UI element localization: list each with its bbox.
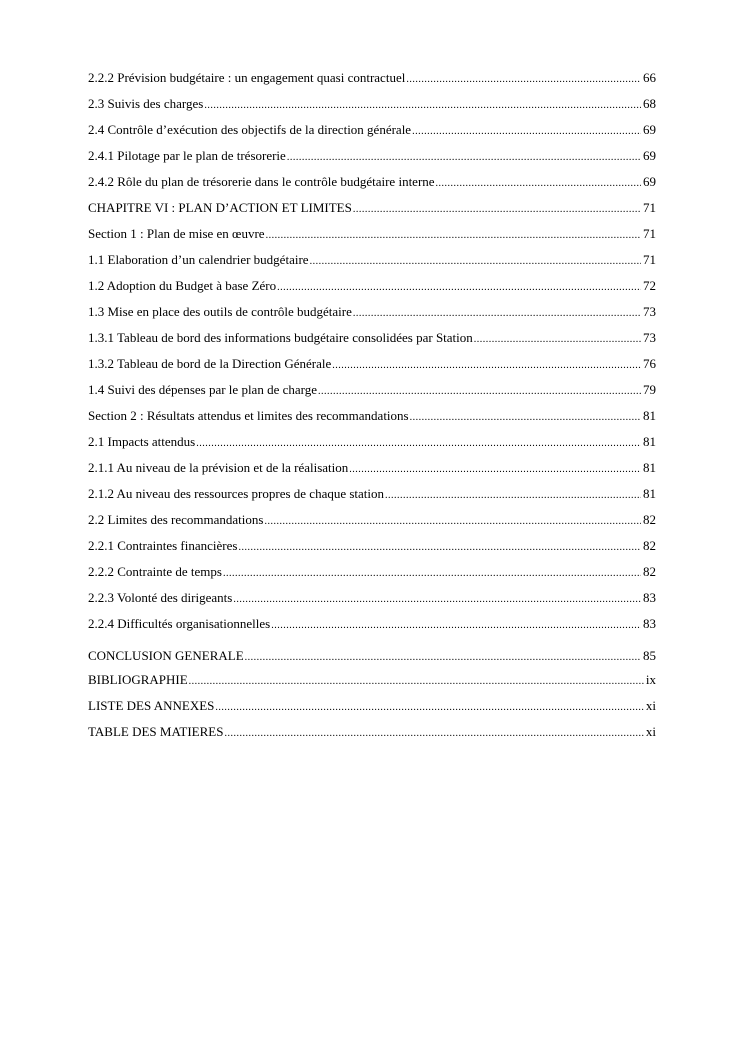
dot-leader	[406, 70, 641, 90]
toc-entry-page: 79	[643, 382, 656, 397]
toc-entry[interactable]	[88, 696, 656, 722]
toc-entry[interactable]	[88, 380, 656, 406]
toc-entry-title: LISTE DES ANNEXES	[88, 698, 215, 713]
toc-entry[interactable]	[88, 302, 656, 328]
toc-entry-page: 81	[643, 434, 656, 449]
dot-leader	[412, 122, 641, 142]
toc-entry-title: 1.3.2 Tableau de bord de la Direction Générale	[88, 356, 332, 371]
toc-entry[interactable]	[88, 510, 656, 536]
dot-leader	[385, 486, 641, 506]
dot-leader	[196, 434, 641, 454]
toc-entry-page: 72	[643, 278, 656, 293]
toc-entry[interactable]	[88, 614, 656, 640]
toc-entry[interactable]	[88, 432, 656, 458]
dot-leader	[287, 148, 641, 168]
toc-entry[interactable]	[88, 146, 656, 172]
toc-entry-title: CHAPITRE VI : PLAN D’ACTION ET LIMITES	[88, 200, 352, 215]
toc-entry[interactable]	[88, 172, 656, 198]
toc-entry-title: 2.2 Limites des recommandations	[88, 512, 264, 527]
toc-entry-title: Section 1 : Plan de mise en œuvre	[88, 226, 265, 241]
toc-entry-page: 83	[643, 616, 656, 631]
toc-entry-page: 69	[643, 174, 656, 189]
toc-entry-title: TABLE DES MATIERES	[88, 724, 224, 739]
toc-entry[interactable]	[88, 94, 656, 120]
toc-entry-page: ix	[645, 672, 656, 687]
toc-entry-title: 2.1.2 Au niveau des ressources propres de chaque station	[88, 486, 385, 501]
dot-leader	[353, 200, 641, 220]
toc-entry-page: xi	[645, 724, 656, 739]
toc-entry[interactable]	[88, 250, 656, 276]
toc-entry-page: 71	[643, 252, 656, 267]
toc-entry[interactable]	[88, 484, 656, 510]
dot-leader	[266, 226, 641, 246]
toc-entry-page: 66	[643, 70, 656, 85]
toc-entry[interactable]	[88, 406, 656, 432]
toc-entry-title: 2.2.2 Contrainte de temps	[88, 564, 222, 579]
toc-entry-title: 2.2.2 Prévision budgétaire : un engagement quasi contractuel	[88, 70, 406, 85]
toc-entry-title: 1.3 Mise en place des outils de contrôle budgétaire	[88, 304, 352, 319]
toc-entry-title: 1.4 Suivi des dépenses par le plan de charge	[88, 382, 317, 397]
toc-entry-title: 1.1 Elaboration d’un calendrier budgétaire	[88, 252, 309, 267]
toc-entry[interactable]	[88, 68, 656, 94]
toc-entry-title: 2.1.1 Au niveau de la prévision et de la réalisation	[88, 460, 349, 475]
toc-entry-page: 82	[643, 538, 656, 553]
dot-leader	[353, 304, 641, 324]
toc-entry-title: 2.4.1 Pilotage par le plan de trésorerie	[88, 148, 286, 163]
dot-leader	[474, 330, 641, 350]
toc-entry[interactable]	[88, 120, 656, 146]
toc-entry-page: 69	[643, 148, 656, 163]
toc-entry[interactable]	[88, 588, 656, 614]
toc-entry-page: 85	[643, 648, 656, 663]
toc-entry-title: 2.2.1 Contraintes financières	[88, 538, 238, 553]
dot-leader	[238, 538, 641, 558]
toc-entry[interactable]	[88, 276, 656, 302]
toc-entry[interactable]	[88, 722, 656, 748]
toc-entry-title: 2.3 Suivis des charges	[88, 96, 204, 111]
toc-entry-title: CONCLUSION GENERALE	[88, 648, 244, 663]
toc-entry-title: 2.1 Impacts attendus	[88, 434, 196, 449]
toc-entry[interactable]	[88, 328, 656, 354]
toc-entry-title: 2.2.3 Volonté des dirigeants	[88, 590, 233, 605]
toc-entry[interactable]	[88, 458, 656, 484]
toc-entry-page: 83	[643, 590, 656, 605]
toc-entry[interactable]	[88, 354, 656, 380]
toc-entry-title: 1.3.1 Tableau de bord des informations budgétaire consolidées par Station	[88, 330, 473, 345]
toc-entry[interactable]	[88, 670, 656, 696]
dot-leader	[410, 408, 641, 428]
dot-leader	[436, 174, 641, 194]
toc-entry-title: BIBLIOGRAPHIE	[88, 672, 188, 687]
dot-leader	[271, 616, 641, 636]
dot-leader	[277, 278, 641, 298]
table-of-contents	[88, 68, 656, 748]
dot-leader	[332, 356, 641, 376]
toc-entry-page: 81	[643, 460, 656, 475]
toc-entry-page: 73	[643, 330, 656, 345]
toc-entry-page: 81	[643, 408, 656, 423]
toc-entry[interactable]	[88, 536, 656, 562]
toc-entry-page: 71	[643, 226, 656, 241]
toc-entry-title: 1.2 Adoption du Budget à base Zéro	[88, 278, 277, 293]
toc-entry-page: 81	[643, 486, 656, 501]
dot-leader	[233, 590, 641, 610]
dot-leader	[224, 724, 643, 744]
dot-leader	[204, 96, 641, 116]
dot-leader	[264, 512, 641, 532]
toc-entry-page: 73	[643, 304, 656, 319]
toc-entry[interactable]	[88, 562, 656, 588]
toc-entry-title: 2.4.2 Rôle du plan de trésorerie dans le contrôle budgétaire interne	[88, 174, 435, 189]
dot-leader	[310, 252, 641, 272]
toc-entry[interactable]	[88, 646, 656, 670]
toc-entry-page: 68	[643, 96, 656, 111]
dot-leader	[223, 564, 641, 584]
dot-leader	[245, 648, 641, 668]
toc-entry-title: 2.4 Contrôle d’exécution des objectifs de la direction générale	[88, 122, 412, 137]
toc-entry-title: Section 2 : Résultats attendus et limites des recommandations	[88, 408, 409, 423]
dot-leader	[215, 698, 643, 718]
toc-entry-title: 2.2.4 Difficultés organisationnelles	[88, 616, 271, 631]
toc-entry[interactable]	[88, 224, 656, 250]
toc-entry-page: 82	[643, 512, 656, 527]
toc-entry-page: 69	[643, 122, 656, 137]
toc-entry-page: 82	[643, 564, 656, 579]
toc-entry[interactable]	[88, 198, 656, 224]
toc-entry-page: 76	[643, 356, 656, 371]
toc-entry-page: 71	[643, 200, 656, 215]
dot-leader	[318, 382, 641, 402]
dot-leader	[349, 460, 641, 480]
toc-entry-page: xi	[645, 698, 656, 713]
dot-leader	[189, 672, 644, 692]
